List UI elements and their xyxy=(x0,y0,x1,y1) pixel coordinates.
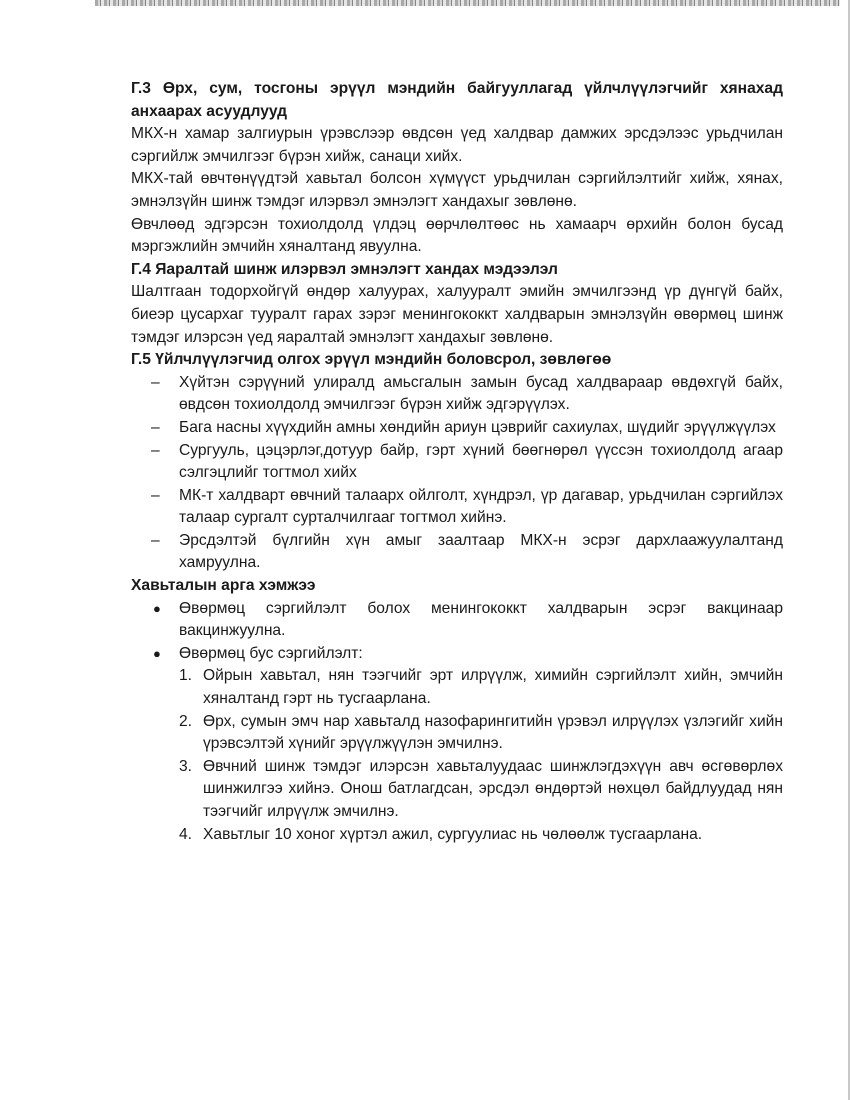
list-item xyxy=(151,440,783,485)
section-g5-list xyxy=(131,372,783,575)
list-item xyxy=(151,417,783,440)
bullet-item xyxy=(153,598,783,643)
item-number: 2. xyxy=(179,712,193,730)
dash-marker: – xyxy=(151,531,160,549)
bullet-marker: ● xyxy=(153,600,161,616)
numbered-item xyxy=(179,756,783,824)
section-g3-paragraph-2: МКХ-тай өвчтөнүүдтэй хавьтал болсон хүмүүст урьдчилан сэргийлэлтийг хийж, хянах, эмнэлзүйн шинж тэмдэг илэрвэл эмнэлэгт хандахыг зөвлөнө. xyxy=(131,170,783,210)
list-item-text: Хүйтэн сэрүүний улиралд амьсгалын замын бусад халдвараар өвдөхгүй байх, өвдсөн тохиолдолд эмчилгээг бүрэн хийж эдгэрүүлэх. xyxy=(179,373,783,414)
section-g4-heading: Г.4 Яаралтай шинж илэрвэл эмнэлэгт хандах мэдээлэл xyxy=(131,260,558,278)
numbered-item-text: Өвчний шинж тэмдэг илэрсэн хавьталуудаас шинжлэгдэхүүн авч өсгөвөрлөх шинжилгээ хийнэ. Онош батлагдсан, эрсдэл өндөртэй нөхцөл байдлуудад нян тээгчийг илрүүлж эмчилнэ. xyxy=(203,757,783,820)
item-number: 4. xyxy=(179,825,193,843)
numbered-item-text: Ойрын хавьтал, нян тээгчийг эрт илрүүлж, химийн сэргийлэлт хийн, эмчийн хяналтанд гэрт нь тусгаарлана. xyxy=(203,667,783,708)
list-item-text: МК-т халдварт өвчний талаарх ойлголт, хүндрэл, үр дагавар, урьдчилан сэргийлэх талаар сургалт сурталчилгааг тогтмол хийнэ. xyxy=(179,486,783,527)
list-item xyxy=(151,485,783,530)
dash-marker: – xyxy=(151,441,160,459)
section-g4-paragraph: Шалтгаан тодорхойгүй өндөр халуурах, халууралт эмийн эмчилгээнд үр дүнгүй байх, биеэр цусархаг тууралт гарах зэрэг менингококкт халдварын эмнэлзүйн өвөрмөц шинж тэмдэг илэрсэн үед яаралтай эмнэлэгт хандахыг зөвлөнө. xyxy=(131,283,783,346)
numbered-list xyxy=(179,665,783,846)
numbered-item-text: Хавьтлыг 10 хоног хүртэл ажил, сургуулиас нь чөлөөлж тусгаарлана. xyxy=(203,825,703,843)
item-number: 3. xyxy=(179,757,193,775)
bullet-marker: ● xyxy=(153,645,161,661)
item-number: 1. xyxy=(179,667,193,685)
scan-edge-top xyxy=(95,0,840,6)
bullet-item-text: Өвөрмөц сэргийлэлт болох менингококкт халдварын эсрэг вакцинаар вакцинжуулна. xyxy=(179,599,783,640)
section-g3-paragraph-1: МКХ-н хамар залгиурын үрэвслээр өвдсөн үед халдвар дамжих эрсдэлээс урьдчилан сэргийлж эмчилгээг бүрэн хийж, санаци хийх. xyxy=(131,125,783,165)
bullet-item xyxy=(153,643,783,846)
section-g3-heading: Г.3 Өрх, сум, тосгоны эрүүл мэндийн байгууллагад үйлчлүүлэгчийг хянахад анхаарах асуудлууд xyxy=(131,80,783,120)
section-g5-heading: Г.5 Үйлчлүүлэгчид олгох эрүүл мэндийн боловсрол, зөвлөгөө xyxy=(131,351,612,369)
list-item xyxy=(151,530,783,575)
list-item-text: Бага насны хүүхдийн амны хөндийн ариун цэврийг сахиулах, шүдийг эрүүлжүүлэх xyxy=(179,418,776,436)
numbered-item xyxy=(179,824,783,847)
dash-marker: – xyxy=(151,486,160,504)
contact-measures-list xyxy=(131,598,783,847)
list-item-text: Сургууль, цэцэрлэг,дотуур байр, гэрт хүний бөөгнөрөл үүссэн тохиолдолд агаар сэлгэцлийг тогтмол хийх xyxy=(179,441,783,482)
section-g3-paragraph-3: Өвчлөөд эдгэрсэн тохиолдолд үлдэц өөрчлөлтөөс нь хамаарч өрхийн болон бусад мэргэжлийн эмчийн хяналтанд явуулна. xyxy=(131,215,783,256)
document-body xyxy=(131,78,783,846)
dash-marker: – xyxy=(151,373,160,391)
list-item xyxy=(151,372,783,417)
numbered-item xyxy=(179,665,783,710)
list-item-text: Эрсдэлтэй бүлгийн хүн амыг заалтаар МКХ-н эсрэг дархлаажуулалтанд хамруулна. xyxy=(179,531,783,572)
numbered-item-text: Өрх, сумын эмч нар хавьталд назофарингитийн үрэвэл илрүүлэх үзлэгийг хийн үрэвсэлтэй хүнийг эрүүлжүүлэн эмчилнэ. xyxy=(203,712,783,753)
bullet-item-text: Өвөрмөц бус сэргийлэлт: xyxy=(179,644,363,662)
dash-marker: – xyxy=(151,418,160,436)
numbered-item xyxy=(179,711,783,756)
contact-measures-heading: Хавьталын арга хэмжээ xyxy=(131,577,316,595)
